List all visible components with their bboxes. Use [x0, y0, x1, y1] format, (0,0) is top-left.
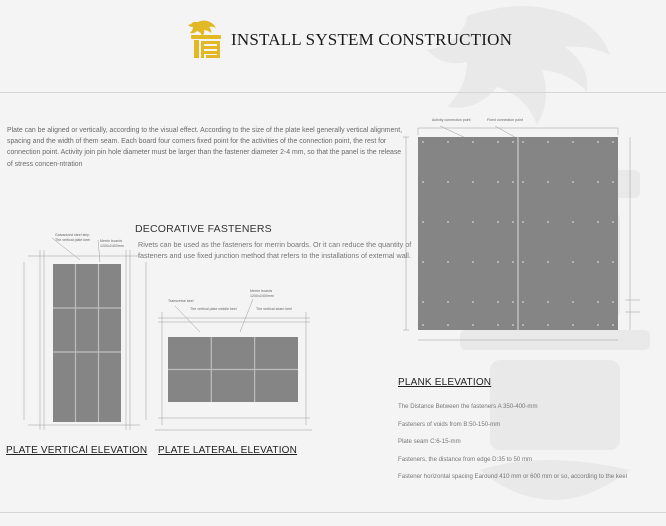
rivet-dot [447, 141, 449, 143]
rivet-dot [472, 301, 474, 303]
rivet-dot [497, 221, 499, 223]
label-board-size-lateral: 1200x2400mm [250, 294, 274, 298]
rivet-dot [512, 324, 514, 326]
rivet-dot [597, 181, 599, 183]
page-title: INSTALL SYSTEM CONSTRUCTION [231, 30, 513, 49]
rivet-dot [447, 181, 449, 183]
rivet-dot [512, 181, 514, 183]
rivet-dot [572, 261, 574, 263]
spec-item: Fastener horizontal spacing Earound 410 mm or 600 mm or so, according to the keel [398, 473, 627, 480]
rivet-dot [497, 261, 499, 263]
decorative-fasteners-text: Rivets can be used as the fasteners for merrin boards. Or it can reduce the quantity of fasteners and use fixed junction method that refers to the installations of external wall. [138, 240, 412, 260]
rivet-dot [447, 221, 449, 223]
rivet-dot [522, 141, 524, 143]
rivet-dot [522, 301, 524, 303]
rivet-dot [597, 324, 599, 326]
vertical-panel-area [53, 264, 121, 422]
rivet-dot [612, 261, 614, 263]
rivet-dot [497, 301, 499, 303]
spec-item: Plate seam C:6-15-mm [398, 438, 461, 445]
rivet-dot [497, 324, 499, 326]
rivet-dot [472, 221, 474, 223]
rivet-dot [422, 261, 424, 263]
label-plate-keel: The vertical plate keel [55, 238, 90, 242]
plate-vertical-elevation-caption: PLATE VERTICAl ELEVATION [6, 445, 148, 456]
label-seam-keel: The vertical seam keel [256, 307, 292, 311]
rivet-dot [422, 301, 424, 303]
label-board-size-vertical: 1200x2400mm [100, 244, 124, 248]
rivet-dot [512, 301, 514, 303]
label-transverse-keel: Transverse keel [168, 299, 194, 303]
rivet-dot [512, 261, 514, 263]
rivet-dot [547, 301, 549, 303]
rivet-dot [472, 141, 474, 143]
rivet-dot [547, 181, 549, 183]
plank-elevation-drawing [403, 126, 640, 340]
rivet-dot [612, 141, 614, 143]
rivet-dot [612, 301, 614, 303]
rivet-dot [472, 324, 474, 326]
label-middle-keel: The vertical plate middle keel [190, 307, 237, 311]
rivet-dot [497, 181, 499, 183]
spec-item: Fasteners of voids from B:50-150-mm [398, 420, 501, 428]
rivet-dot [612, 324, 614, 326]
plank-spec-list [398, 404, 627, 492]
plate-lateral-elevation-drawing [155, 299, 312, 430]
rivet-dot [522, 221, 524, 223]
rivet-dot [572, 324, 574, 326]
label-merrin-boards-lateral: Merrin boards [250, 289, 273, 293]
rivet-dot [472, 181, 474, 183]
label-steel-strip: Galvanized steel strip [55, 233, 90, 237]
label-fixed-point: Fixed connection point [487, 118, 523, 122]
rivet-dot [522, 181, 524, 183]
rivet-dot [597, 301, 599, 303]
rivet-dot [572, 181, 574, 183]
rivet-dot [497, 141, 499, 143]
label-activity-point: Activity connection point [432, 118, 471, 122]
rivet-dot [572, 141, 574, 143]
rivet-dot [597, 141, 599, 143]
rivet-dot [547, 221, 549, 223]
rivet-dot [422, 181, 424, 183]
rivet-dot [422, 221, 424, 223]
rivet-dot [472, 261, 474, 263]
rivet-dot [547, 141, 549, 143]
rivet-dot [597, 261, 599, 263]
rivet-dot [547, 324, 549, 326]
rivet-dot [597, 221, 599, 223]
rivet-dot [522, 324, 524, 326]
rivet-dot [612, 221, 614, 223]
plate-vertical-elevation-drawing [24, 238, 146, 430]
rivet-dot [447, 324, 449, 326]
rivet-dot [572, 221, 574, 223]
bottom-divider [0, 512, 666, 513]
rivet-dot [447, 261, 449, 263]
plank-elevation-title: PLANK ELEVATION [398, 377, 492, 388]
rivet-dot [522, 261, 524, 263]
spec-item: Fasteners, the distance from edge D:35 to 50 mm [398, 455, 533, 463]
rivet-dot [612, 181, 614, 183]
label-merrin-boards-vertical: Merrin boards [100, 239, 123, 243]
spec-item: The Distance Between the fasteners A 350-400-mm [398, 403, 538, 410]
rivet-dot [447, 301, 449, 303]
decorative-fasteners-title: DECORATIVE FASTENERS [135, 223, 272, 235]
rivet-dot [422, 141, 424, 143]
rivet-dot [422, 324, 424, 326]
intro-paragraph: Plate can be aligned or vertically, according to the visual effect. According to the size of the plate keel generally vertical alignment, spacing and the width of them seam. Each board four corners fixed point for the activities of the connection point, the rest for connection point. Activity join pin hole diameter must be larger than the fastener diameter 2-4 mm, so that the panel is the release of stress concen-ntration [7, 127, 403, 168]
rivet-dot [547, 261, 549, 263]
rivet-dot [512, 221, 514, 223]
plate-lateral-elevation-caption: PLATE LATERAL ELEVATION [158, 445, 298, 456]
rivet-dot [512, 141, 514, 143]
rivet-dot [572, 301, 574, 303]
